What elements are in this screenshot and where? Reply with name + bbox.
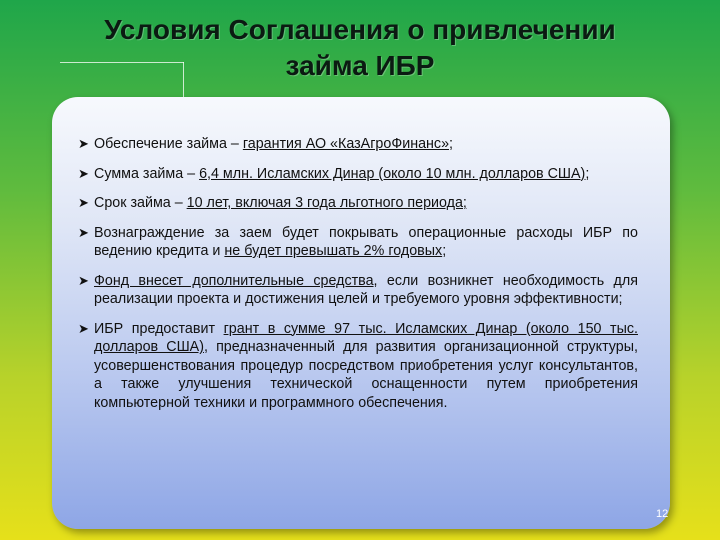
arrow-bullet-icon: ➤ <box>78 136 89 151</box>
item-text: , предназначенный для развития организационной структуры, усовершенствования процедур посредством приобретения услуг консультантов, а также улучшения технической оснащенности путем приобретения компьютерной техники и программного обеспечения. <box>94 339 638 411</box>
item-text-underlined: гарантия АО «КазАгроФинанс»; <box>242 136 454 152</box>
arrow-bullet-icon: ➤ <box>78 195 89 210</box>
item-text: Вознаграждение за заем будет покрывать операционные расходы ИБР по ведению кредита и <box>94 224 638 259</box>
item-text: ИБР предоставит <box>94 320 224 337</box>
arrow-bullet-icon: ➤ <box>78 165 89 181</box>
item-text-underlined: 6,4 млн. Исламских Динар (около 10 млн. долларов США); <box>199 165 590 182</box>
arrow-bullet-icon: ➤ <box>78 272 89 288</box>
item-text: Сумма займа – <box>94 165 200 182</box>
slide-title <box>0 12 720 84</box>
conditions-list <box>78 135 638 423</box>
list-item-term <box>78 194 638 213</box>
list-item-security <box>78 135 638 154</box>
item-text: , если возникнет необходимость для реализации проекта и достижения целей и требуемого уровня эффективности; <box>94 272 638 307</box>
list-item-fund <box>78 272 638 309</box>
item-text: ; <box>442 243 447 259</box>
arrow-bullet-icon: ➤ <box>78 320 89 336</box>
slide-title-line-1: Условия Соглашения о привлечении <box>104 14 616 45</box>
list-item-grant <box>78 320 638 413</box>
item-text: Обеспечение займа – <box>94 136 243 152</box>
decorative-line-horizontal <box>60 62 184 63</box>
arrow-bullet-icon: ➤ <box>78 224 89 240</box>
item-text-underlined: не будет превышать 2% годовых <box>224 243 443 259</box>
item-text-underlined: грант в сумме 97 тыс. Исламских Динар (около 150 тыс. долларов США) <box>94 320 638 355</box>
item-text: Срок займа – <box>94 195 187 211</box>
list-item-amount <box>78 165 638 184</box>
item-text-underlined: 10 лет, включая 3 года льготного периода; <box>186 195 467 211</box>
item-text-underlined: Фонд внесет дополнительные средства <box>94 272 374 289</box>
slide-title-line-2: займа ИБР <box>285 50 435 81</box>
page-number: 12 <box>656 508 669 520</box>
list-item-interest <box>78 224 638 261</box>
